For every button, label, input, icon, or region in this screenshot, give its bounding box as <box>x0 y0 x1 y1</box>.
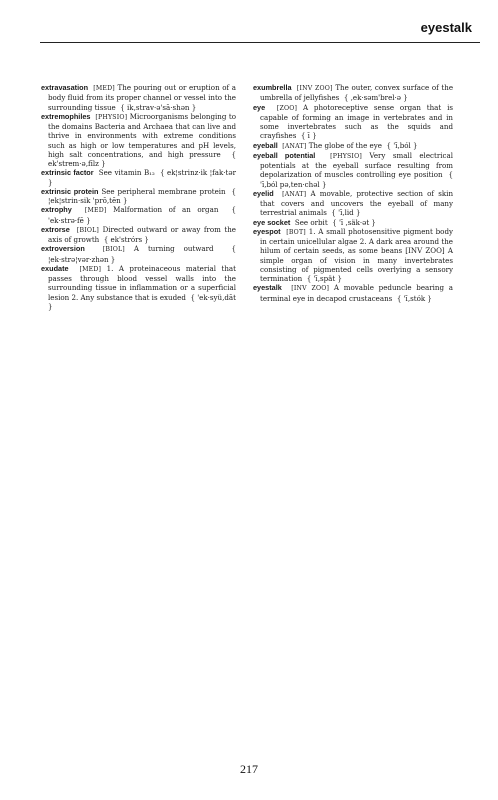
dictionary-entry <box>253 189 453 218</box>
pronunciation: { ek'strem·ə‚fīlz } <box>48 149 236 168</box>
pronunciation: { 'ī‚ból } <box>386 140 418 150</box>
dictionary-entry <box>253 103 453 141</box>
dictionary-entry <box>253 151 453 189</box>
headword: eyespot <box>253 226 281 236</box>
headword: eyelid <box>253 188 274 198</box>
pronunciation: { ik‚strav·ə'sā·shən } <box>120 102 197 112</box>
dictionary-entry <box>253 218 453 227</box>
field-label: [ANAT] <box>282 142 307 150</box>
definition: 1. A small photosensitive pigment body in certain unicellular algae 2. A dark area around the hilum of certain seeds, as some beans [INV ZOO] A simple organ of vision in many invertebrates consisting of pigmented cells overlying a sensory termination <box>260 226 453 283</box>
field-label: [ZOO] <box>276 104 298 112</box>
dictionary-entry <box>41 187 236 206</box>
running-head: eyestalk <box>420 20 472 35</box>
field-label: [PHYSIO] <box>95 113 128 121</box>
definition: Malformation of an organ <box>113 205 219 215</box>
field-label: [MED] <box>93 85 115 92</box>
definition: Microorganisms belonging to the domains Bacteria and Archaea that can live and thrive in environments with extreme conditions such as high or low temperatures and pH levels, high salt concentrations, and high pressure <box>48 111 236 159</box>
definition: A movable, protective section of skin that covers and uncovers the eyeball of many terrestrial animals <box>260 188 454 218</box>
dictionary-entry <box>253 141 453 151</box>
pronunciation: { 'ī‚lid } <box>331 208 361 218</box>
definition: See vitamin B₁₂ <box>98 168 155 178</box>
headword: exumbrella <box>253 83 292 92</box>
headword: extrinsic protein <box>41 186 99 196</box>
definition: The outer, convex surface of the umbrella of jellyfishes <box>260 83 454 103</box>
right-column <box>253 83 453 303</box>
pronunciation: { ¦ek¦strin·sik 'prō‚tēn } <box>48 186 236 205</box>
definition: Directed outward or away from the axis of growth <box>48 224 236 244</box>
field-label: [BIOL] <box>102 246 125 254</box>
definition: A turning outward <box>133 244 214 254</box>
headword: extroversion <box>41 244 85 254</box>
dictionary-entry <box>41 225 236 245</box>
pronunciation: { ek'strórs } <box>103 235 149 244</box>
headword: extrinsic factor <box>41 168 94 178</box>
dictionary-entry <box>41 83 236 112</box>
header-rule <box>40 42 480 43</box>
pronunciation: { ek¦strinz·ik ¦fak·tər } <box>48 168 236 187</box>
definition: Very small electrical potentials at the eyeball surface resulting from depolarization of muscles controlling eye position <box>260 150 453 180</box>
headword: extrophy <box>41 205 72 215</box>
pronunciation: { 'ek·syü‚dāt } <box>48 292 237 311</box>
page-number: 217 <box>240 762 258 776</box>
headword: eyestalk <box>253 283 282 293</box>
headword: eyeball <box>253 140 278 150</box>
field-label: [MED] <box>84 207 107 215</box>
definition: See orbit <box>294 217 328 227</box>
pronunciation: { 'ī‚spät } <box>306 274 342 283</box>
field-label: [MED] <box>79 265 102 273</box>
dictionary-entry <box>41 264 236 311</box>
pronunciation: { 'ī‚ból pə‚ten·chəl } <box>260 170 453 189</box>
dictionary-entry <box>253 83 453 103</box>
pronunciation: { 'ī‚stók } <box>396 293 432 303</box>
definition: The pouring out or eruption of a body fluid from its proper channel or vessel into the surrounding tissue <box>48 83 236 112</box>
definition: A movable peduncle bearing a terminal eye in decapod crustaceans <box>260 283 453 303</box>
pronunciation: { ‚ek·səm'brel·ə } <box>343 93 408 103</box>
headword: extrorse <box>41 224 70 234</box>
pronunciation: { 'ī ‚säk·ət } <box>332 217 376 227</box>
dictionary-entry <box>41 168 236 187</box>
field-label: [INV ZOO] <box>291 285 330 293</box>
headword: exudate <box>41 263 69 273</box>
field-label: [BIOL] <box>76 226 100 234</box>
pronunciation: { 'ek·strə·fē } <box>48 205 236 225</box>
pronunciation: { ī } <box>300 131 317 141</box>
headword: eyeball potential <box>253 150 316 160</box>
definition: See peripheral membrane protein <box>101 186 226 196</box>
pronunciation: { ¦ek·strə¦vər·zhən } <box>48 244 236 264</box>
headword: eye <box>253 102 266 112</box>
definition: 1. A proteinaceous material that passes through blood vessel walls into the surrounding tissue in inflammation or a superficial lesion 2. Any substance that is exuded <box>48 263 236 302</box>
dictionary-entry <box>41 112 236 169</box>
definition: The globe of the eye <box>308 140 382 150</box>
headword: eye socket <box>253 217 291 227</box>
left-column <box>41 83 236 311</box>
field-label: [PHYSIO] <box>330 152 362 160</box>
field-label: [BOT] <box>286 228 306 236</box>
field-label: [ANAT] <box>282 190 307 198</box>
dictionary-entry <box>41 244 236 264</box>
headword: extravasation <box>41 83 89 92</box>
dictionary-entry <box>253 283 453 303</box>
field-label: [INV ZOO] <box>296 85 333 92</box>
dictionary-entry <box>253 227 453 284</box>
dictionary-entry <box>41 205 236 225</box>
definition: A photoreceptive sense organ that is capable of forming an image in vertebrates and in some invertebrates such as the squids and crayfishes <box>260 102 453 141</box>
headword: extremophiles <box>41 111 91 121</box>
